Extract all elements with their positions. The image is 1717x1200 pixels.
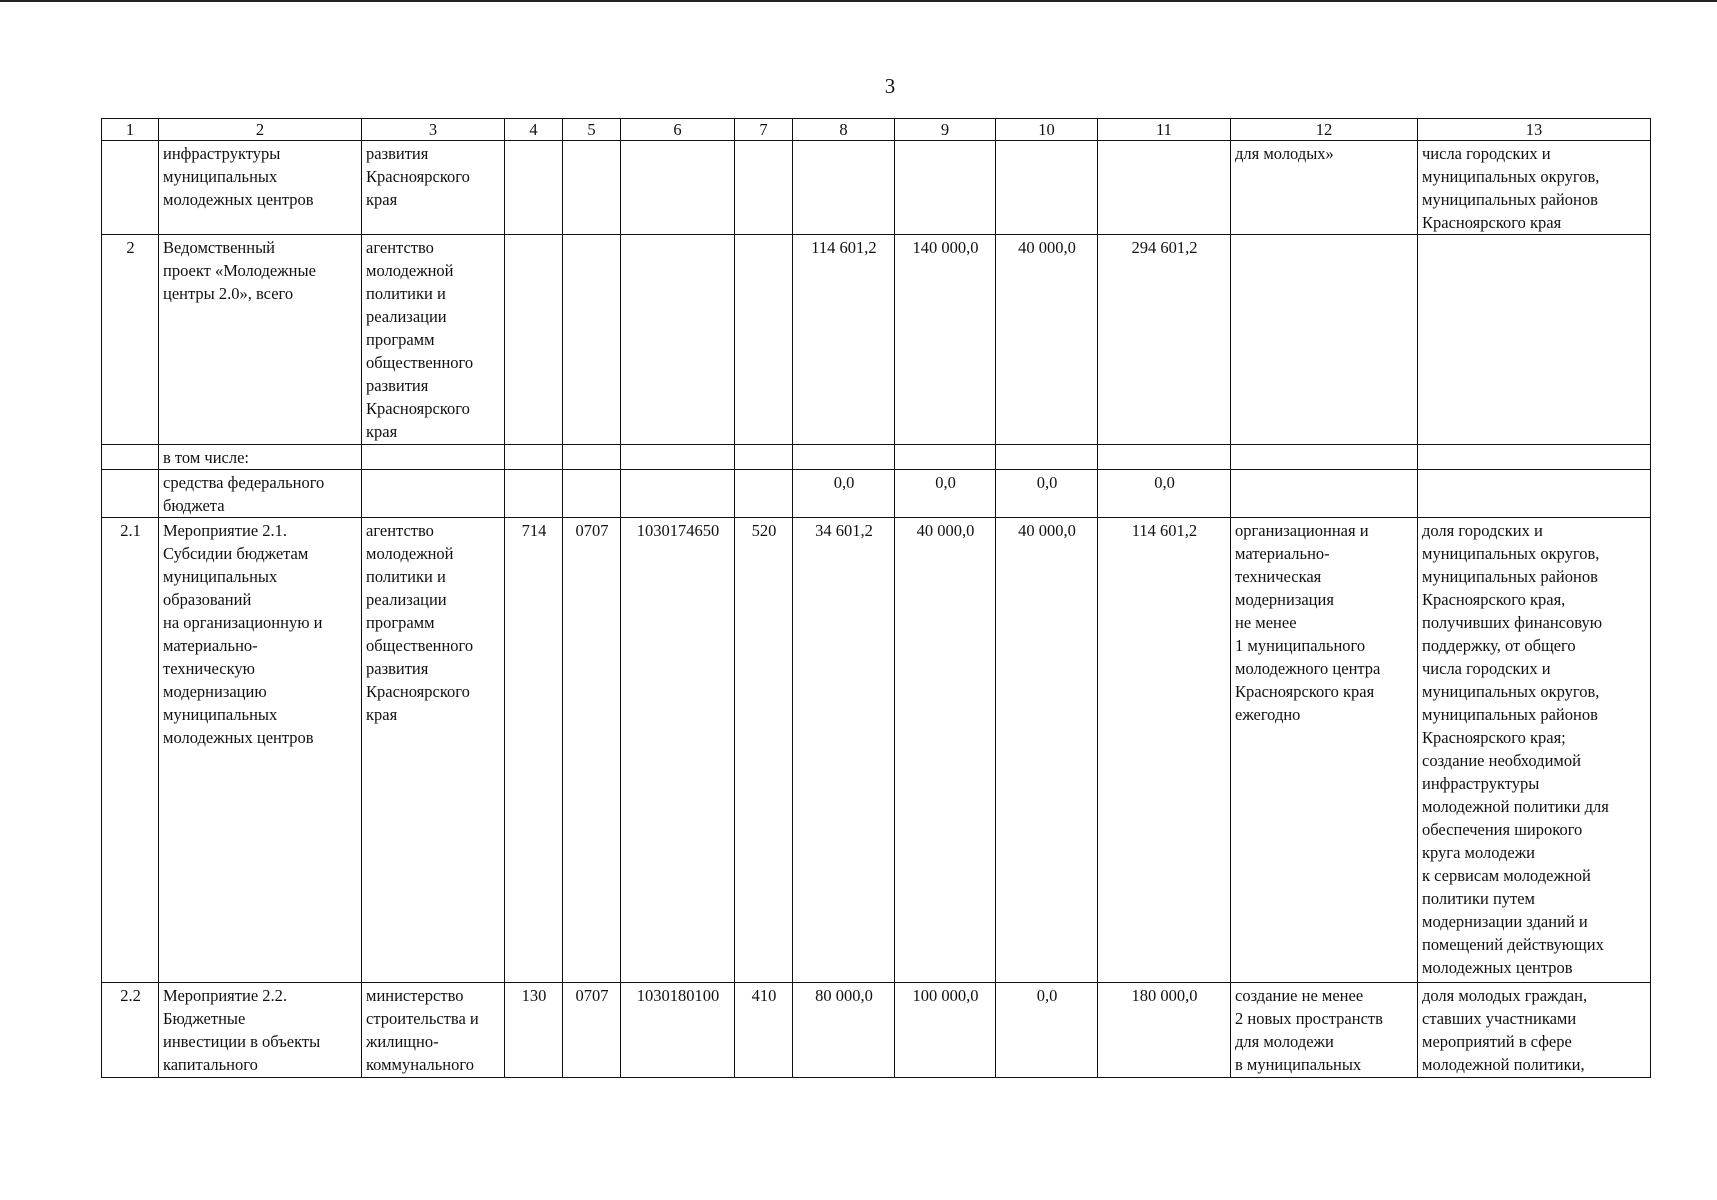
table-row [102,141,1651,235]
column-header: 2 [159,119,362,141]
amount-cell [996,141,1098,235]
responsible-party-cell: развития Красноярского края [362,141,505,235]
table-row [102,518,1651,983]
column-header: 8 [793,119,895,141]
row-number-cell [102,470,159,518]
expected-result-cell: для молодых» [1231,141,1418,235]
column-header: 11 [1098,119,1231,141]
amount-cell: 40 000,0 [996,235,1098,445]
amount-cell: 0,0 [895,470,996,518]
column-header: 3 [362,119,505,141]
column-number-row [102,119,1651,141]
expected-result-cell [1231,470,1418,518]
table-row [102,445,1651,470]
section-cell: 0707 [563,983,621,1078]
column-header: 4 [505,119,563,141]
amount-cell: 100 000,0 [895,983,996,1078]
table-row [102,470,1651,518]
expense-type-cell [735,445,793,470]
section-cell [563,141,621,235]
amount-cell: 40 000,0 [996,518,1098,983]
activity-name-cell: средства федерального бюджета [159,470,362,518]
column-header: 1 [102,119,159,141]
code-cell [505,141,563,235]
column-header: 9 [895,119,996,141]
column-header: 12 [1231,119,1418,141]
amount-cell: 0,0 [996,470,1098,518]
amount-cell [793,445,895,470]
amount-cell: 34 601,2 [793,518,895,983]
total-amount-cell: 114 601,2 [1098,518,1231,983]
column-header: 13 [1418,119,1651,141]
column-header: 7 [735,119,793,141]
target-article-cell [621,235,735,445]
total-amount-cell [1098,445,1231,470]
target-article-cell [621,445,735,470]
page-top-border [0,0,1717,2]
total-amount-cell: 294 601,2 [1098,235,1231,445]
total-amount-cell [1098,141,1231,235]
budget-table [101,118,1651,1078]
amount-cell [895,141,996,235]
responsible-party-cell: министерство строительства и жилищно- коммунального [362,983,505,1078]
row-number-cell [102,141,159,235]
amount-cell: 0,0 [996,983,1098,1078]
activity-name-cell: инфраструктуры муниципальных молодежных центров [159,141,362,235]
total-amount-cell: 0,0 [1098,470,1231,518]
expense-type-cell [735,235,793,445]
code-cell [505,445,563,470]
amount-cell: 0,0 [793,470,895,518]
expected-result-cell [1231,445,1418,470]
amount-cell [895,445,996,470]
code-cell [505,235,563,445]
table-row [102,983,1651,1078]
indicator-cell: доля городских и муниципальных округов, муниципальных районов Красноярского края, получивших финансовую поддержку, от общего числа городских и муниципальных округов, муниципальных районов Красноярского края; создание необходимой инфраструктуры молодежной политики для обеспечения широкого круга молодежи к сервисам молодежной политики путем модернизации зданий и помещений действующих молодежных центров [1418,518,1651,983]
indicator-cell: доля молодых граждан, ставших участниками мероприятий в сфере молодежной политики, [1418,983,1651,1078]
section-cell [563,235,621,445]
expected-result-cell: организационная и материально- техническая модернизация не менее 1 муниципального молодежного центра Красноярского края ежегодно [1231,518,1418,983]
amount-cell: 140 000,0 [895,235,996,445]
expense-type-cell: 520 [735,518,793,983]
row-number-cell: 2 [102,235,159,445]
column-header: 6 [621,119,735,141]
target-article-cell [621,141,735,235]
page-number: 3 [884,74,896,98]
activity-name-cell: в том числе: [159,445,362,470]
activity-name-cell: Ведомственный проект «Молодежные центры 2.0», всего [159,235,362,445]
section-cell [563,470,621,518]
target-article-cell: 1030174650 [621,518,735,983]
expected-result-cell [1231,235,1418,445]
amount-cell: 80 000,0 [793,983,895,1078]
row-number-cell: 2.1 [102,518,159,983]
target-article-cell: 1030180100 [621,983,735,1078]
total-amount-cell: 180 000,0 [1098,983,1231,1078]
amount-cell [996,445,1098,470]
expense-type-cell [735,470,793,518]
column-header: 5 [563,119,621,141]
indicator-cell [1418,470,1651,518]
activity-name-cell: Мероприятие 2.1. Субсидии бюджетам муниципальных образований на организационную и материально- техническую модернизацию муниципальных молодежных центров [159,518,362,983]
amount-cell [793,141,895,235]
row-number-cell [102,445,159,470]
indicator-cell [1418,235,1651,445]
code-cell: 130 [505,983,563,1078]
target-article-cell [621,470,735,518]
expected-result-cell: создание не менее 2 новых пространств для молодежи в муниципальных [1231,983,1418,1078]
responsible-party-cell: агентство молодежной политики и реализации программ общественного развития Красноярского края [362,235,505,445]
code-cell [505,470,563,518]
code-cell: 714 [505,518,563,983]
expense-type-cell [735,141,793,235]
section-cell [563,445,621,470]
section-cell: 0707 [563,518,621,983]
amount-cell: 40 000,0 [895,518,996,983]
indicator-cell: числа городских и муниципальных округов, муниципальных районов Красноярского края [1418,141,1651,235]
amount-cell: 114 601,2 [793,235,895,445]
activity-name-cell: Мероприятие 2.2. Бюджетные инвестиции в объекты капитального [159,983,362,1078]
row-number-cell: 2.2 [102,983,159,1078]
responsible-party-cell [362,445,505,470]
indicator-cell [1418,445,1651,470]
expense-type-cell: 410 [735,983,793,1078]
table-row [102,235,1651,445]
column-header: 10 [996,119,1098,141]
responsible-party-cell [362,470,505,518]
responsible-party-cell: агентство молодежной политики и реализации программ общественного развития Красноярского края [362,518,505,983]
